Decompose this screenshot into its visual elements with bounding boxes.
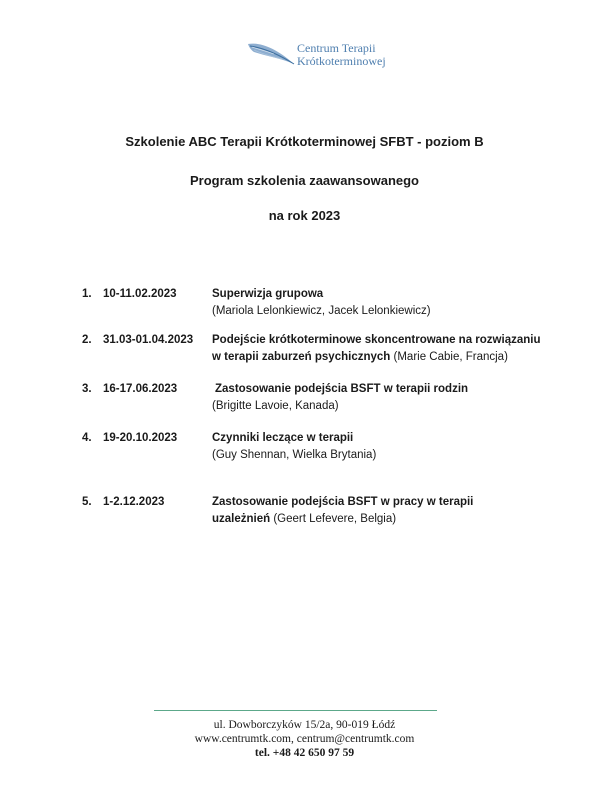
- item-number: 2.: [82, 334, 92, 346]
- footer-phone: tel. +48 42 650 97 59: [254, 747, 355, 759]
- item-number: 3.: [82, 383, 92, 395]
- item-date: 16-17.06.2023: [103, 383, 178, 395]
- item-line2: [212, 349, 572, 366]
- item-number: 5.: [82, 496, 92, 508]
- logo-line1: Centrum Terapii: [297, 41, 376, 55]
- document-title: Szkolenie ABC Terapii Krótkoterminowej SFBT - poziom B: [125, 134, 484, 149]
- item-description: [212, 430, 572, 464]
- item-description: [212, 332, 572, 366]
- item-description: [212, 381, 572, 415]
- item-date: 31.03-01.04.2023: [103, 334, 194, 346]
- item-description: [212, 286, 572, 320]
- document-subtitle: Program szkolenia zaawansowanego: [189, 173, 420, 188]
- item-date: 19-20.10.2023: [103, 432, 178, 444]
- item-presenters: (Geert Lefevere, Belgia): [270, 513, 397, 525]
- item-title-continuation: w terapii zaburzeń psychicznych: [212, 351, 391, 363]
- item-title-continuation: uzależnień: [212, 513, 271, 525]
- footer-divider: [154, 710, 437, 711]
- item-line2: [212, 511, 572, 528]
- footer-address: ul. Dowborczyków 15/2a, 90-019 Łódź: [213, 719, 396, 731]
- item-number: 4.: [82, 432, 92, 444]
- logo-text: [297, 42, 386, 68]
- item-description: [212, 494, 572, 528]
- item-presenters: (Brigitte Lavoie, Kanada): [212, 400, 339, 412]
- item-title: Superwizja grupowa: [212, 288, 324, 300]
- document-year: na rok 2023: [268, 208, 341, 223]
- footer-contact: www.centrumtk.com, centrum@centrumtk.com: [194, 733, 415, 745]
- item-presenters: (Mariola Lelonkiewicz, Jacek Lelonkiewicz): [212, 305, 431, 317]
- item-presenters: (Marie Cabie, Francja): [390, 351, 508, 363]
- item-title: Zastosowanie podejścia BSFT w pracy w terapii: [212, 496, 474, 508]
- item-presenters: (Guy Shennan, Wielka Brytania): [212, 449, 377, 461]
- logo-line2: Krótkoterminowej: [297, 54, 386, 68]
- feather-icon: [246, 40, 296, 68]
- item-title: Podejście krótkoterminowe skoncentrowane na rozwiązaniu: [212, 334, 541, 346]
- item-title: Zastosowanie podejścia BSFT w terapii rodzin: [215, 383, 469, 395]
- logo: [246, 38, 396, 72]
- item-title: Czynniki leczące w terapii: [212, 432, 354, 444]
- item-date: 1-2.12.2023: [103, 496, 165, 508]
- item-number: 1.: [82, 288, 92, 300]
- item-date: 10-11.02.2023: [103, 288, 177, 300]
